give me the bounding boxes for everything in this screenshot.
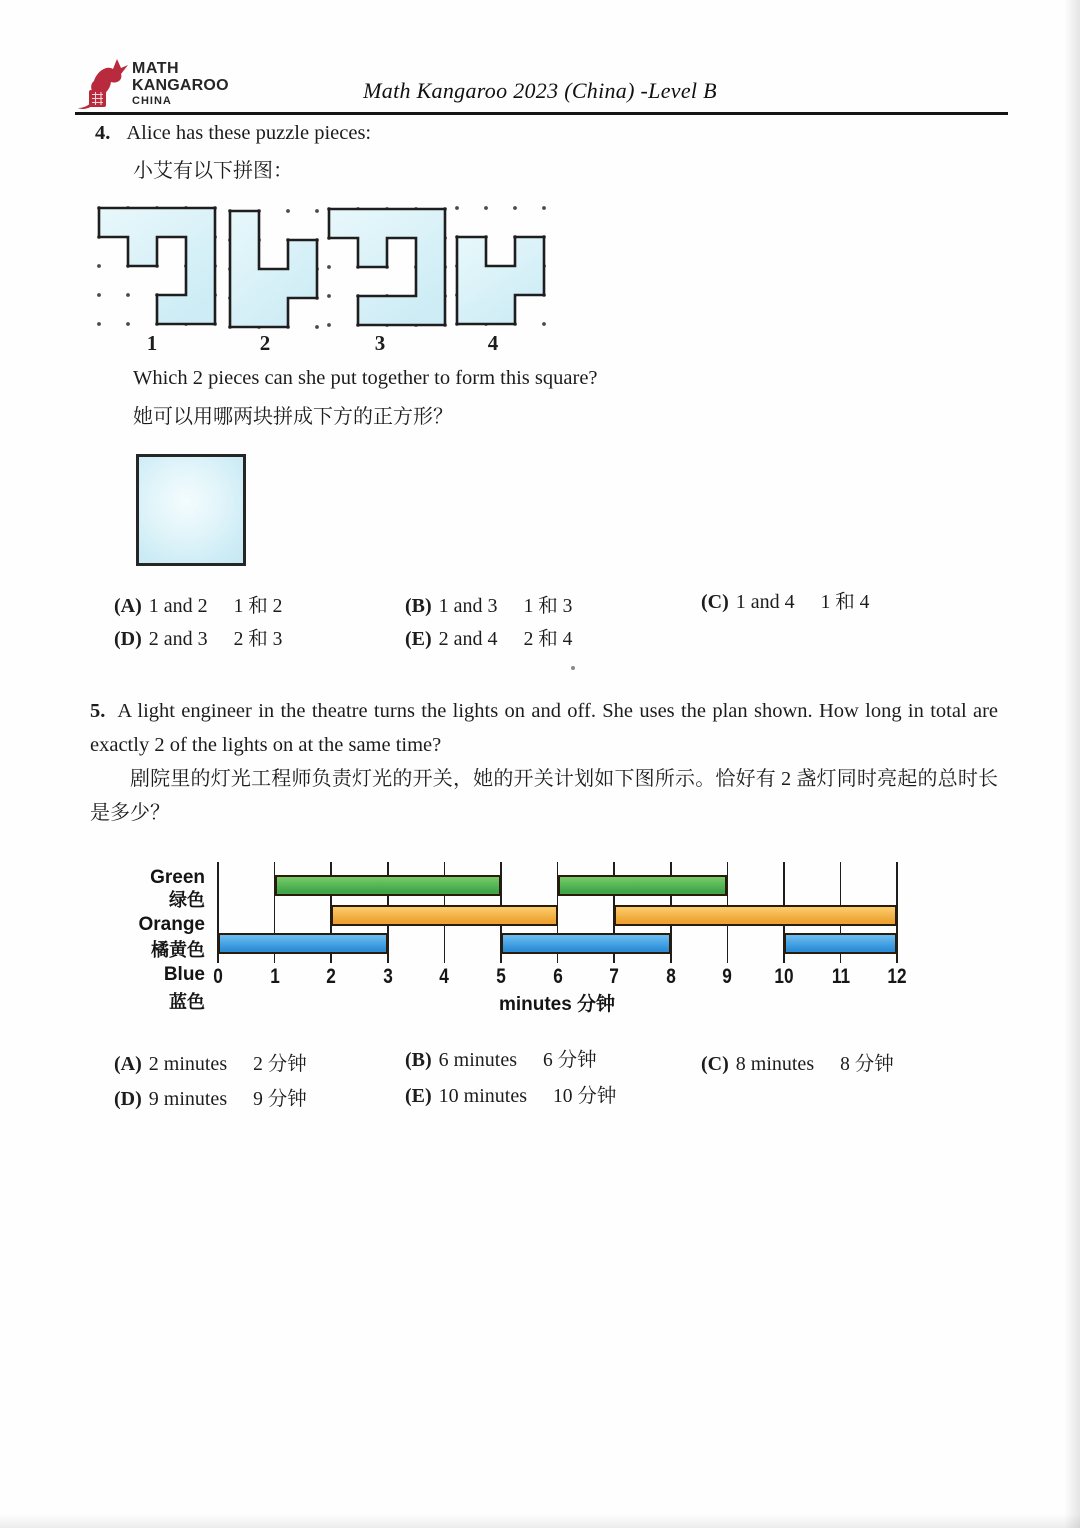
scan-edge-right [1064, 0, 1080, 1528]
grid-dot [97, 264, 101, 268]
axis-tick-4: 4 [439, 965, 450, 988]
option-zh: 10 分钟 [553, 1086, 617, 1107]
option-zh: 1 和 4 [820, 592, 870, 613]
option-zh: 6 分钟 [543, 1050, 597, 1071]
option-letter: (D) [114, 628, 142, 650]
puzzle-piece-4 [450, 201, 551, 336]
axis-tick-10: 10 [774, 965, 794, 988]
option-zh: 2 分钟 [253, 1054, 307, 1075]
option-zh: 2 和 3 [233, 629, 283, 650]
green-light-bar [558, 875, 728, 896]
puzzle-piece-4-drawing [450, 201, 551, 331]
q5-option-E [405, 1080, 616, 1108]
q5-paragraph-en [90, 694, 998, 762]
logo-text-kangaroo: KANGAROO [132, 77, 229, 94]
grid-dot [484, 206, 488, 210]
q4-option-D [114, 623, 282, 651]
grid-dot [97, 322, 101, 326]
option-letter: (A) [114, 595, 142, 617]
grid-dot [327, 323, 331, 327]
scan-edge-bottom [0, 1514, 1080, 1528]
q5-option-D [114, 1083, 307, 1111]
q5-paragraph-zh: 剧院里的灯光工程师负责灯光的开关，她的开关计划如下图所示。恰好有 2 盏灯同时亮起的总时长是多少？ [90, 768, 998, 824]
puzzle-piece-2 [223, 204, 324, 339]
piece-label-4: 4 [487, 331, 499, 355]
piece-outline [230, 211, 317, 327]
axis-tick-12: 12 [887, 965, 907, 988]
green-light-bar [275, 875, 501, 896]
piece-outline [329, 209, 445, 325]
header-rule [75, 112, 1008, 115]
chart-label-orange-en: Orange [138, 914, 205, 935]
q5-option-A [114, 1048, 307, 1076]
chart-label-green-en: Green [150, 867, 205, 888]
orange-light-bar [614, 905, 897, 926]
option-en: 2 and 3 [148, 628, 208, 650]
piece-label-1: 1 [146, 331, 158, 355]
piece-outline [457, 237, 544, 324]
chart-label-blue-zh: 蓝色 [169, 992, 205, 1012]
option-letter: (B) [405, 1049, 432, 1071]
grid-dot [513, 206, 517, 210]
option-en: 9 minutes [148, 1088, 228, 1110]
axis-tick-9: 9 [722, 965, 733, 988]
puzzle-piece-2-drawing [223, 204, 324, 334]
page-title: Math Kangaroo 2023 (China) -Level B [363, 78, 717, 103]
option-letter: (B) [405, 595, 432, 617]
grid-dot [455, 206, 459, 210]
q4-option-E [405, 623, 572, 651]
grid-dot [126, 293, 130, 297]
q4-prompt-zh: 小艾有以下拼图： [133, 160, 293, 182]
puzzle-piece-3 [322, 202, 452, 337]
option-letter: (A) [114, 1053, 142, 1075]
q4-prompt-line [95, 122, 371, 145]
axis-tick-8: 8 [666, 965, 676, 988]
q4-option-B [405, 590, 572, 618]
option-en: 6 minutes [438, 1049, 518, 1071]
puzzle-piece-1 [92, 201, 222, 336]
option-en: 2 minutes [148, 1053, 228, 1075]
option-letter: (D) [114, 1088, 142, 1110]
chart-label-orange-zh: 橘黄色 [151, 940, 205, 960]
option-en: 1 and 4 [735, 591, 795, 613]
q5-option-B [405, 1044, 597, 1072]
q5-number: 5. [90, 700, 106, 722]
chart-label-green-zh: 绿色 [169, 890, 205, 910]
grid-dot [542, 206, 546, 210]
light-plan-chart [0, 860, 1080, 1025]
blue-light-bar [218, 933, 388, 954]
logo-text-math: MATH [132, 60, 180, 77]
q4-question-en: Which 2 pieces can she put together to form this square? [133, 367, 598, 389]
puzzle-piece-3-drawing [322, 202, 452, 332]
chart-label-blue-en: Blue [163, 964, 205, 985]
option-letter: (C) [701, 1053, 729, 1075]
option-letter: (E) [405, 628, 432, 650]
axis-tick-3: 3 [383, 965, 393, 988]
logo-text-china: CHINA [132, 95, 172, 107]
orange-light-bar [331, 905, 557, 926]
q4-prompt-en: Alice has these puzzle pieces: [126, 122, 372, 144]
option-letter: (E) [405, 1085, 432, 1107]
axis-tick-1: 1 [269, 965, 280, 988]
option-en: 1 and 3 [438, 595, 498, 617]
blue-light-bar [784, 933, 897, 954]
q5-text-en: A light engineer in the theatre turns the lights on and off. She uses the plan shown. How long in total are exactly 2 of the lights on at the same time? [90, 700, 998, 756]
option-en: 2 and 4 [438, 628, 498, 650]
target-square [136, 454, 246, 566]
grid-dot [286, 209, 290, 213]
option-en: 10 minutes [438, 1085, 528, 1107]
grid-dot [542, 322, 546, 326]
grid-dot [327, 294, 331, 298]
piece-outline [99, 208, 215, 324]
q4-option-A [114, 590, 282, 618]
option-en: 1 and 2 [148, 595, 208, 617]
q4-option-C [701, 586, 869, 614]
option-zh: 2 和 4 [523, 629, 573, 650]
puzzle-piece-1-drawing [92, 201, 222, 331]
grid-dot [126, 322, 130, 326]
axis-tick-5: 5 [496, 965, 506, 988]
blue-light-bar [501, 933, 671, 954]
piece-label-3: 3 [374, 331, 386, 355]
grid-dot [315, 325, 319, 329]
option-letter: (C) [701, 591, 729, 613]
grid-dot [97, 293, 101, 297]
axis-tick-7: 7 [609, 965, 619, 988]
option-zh: 1 和 2 [233, 596, 283, 617]
axis-tick-11: 11 [831, 965, 850, 988]
q5-option-C [701, 1048, 894, 1076]
option-zh: 8 分钟 [840, 1054, 894, 1075]
option-zh: 1 和 3 [523, 596, 573, 617]
option-en: 8 minutes [735, 1053, 815, 1075]
q4-number: 4. [95, 122, 111, 144]
q4-question-zh: 她可以用哪两块拼成下方的正方形？ [133, 406, 453, 428]
axis-tick-2: 2 [326, 965, 336, 988]
grid-dot [327, 265, 331, 269]
chart-xlabel: minutes 分钟 [498, 994, 616, 1015]
grid-dot [315, 209, 319, 213]
option-zh: 9 分钟 [253, 1089, 307, 1110]
axis-tick-0: 0 [213, 965, 223, 988]
axis-tick-6: 6 [552, 965, 563, 988]
piece-label-2: 2 [259, 331, 271, 355]
scan-artifact-dot [571, 666, 575, 670]
